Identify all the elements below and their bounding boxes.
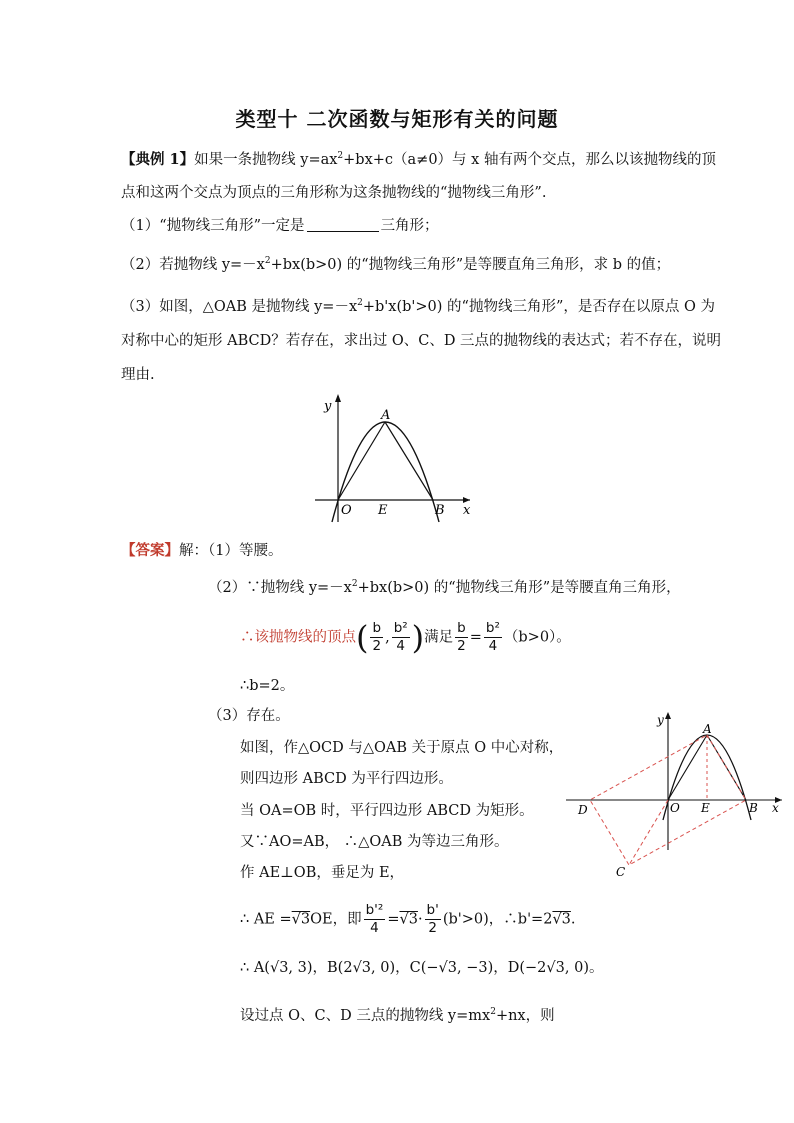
- question-3-line-2: 对称中心的矩形 ABCD？若存在，求出过 O、C、D 三点的抛物线的表达式；若不存在，说明: [121, 333, 722, 349]
- answer-3-head: （3）存在。: [208, 708, 290, 724]
- question-3-line-3: 理由.: [121, 367, 155, 383]
- answer-3-line-2: 则四边形 ABCD 为平行四边形。: [240, 771, 453, 787]
- answer-3-line-6: ∴ AE =√3OE，即 $\frac{\text{b'²}}{4}$ =√3· $\frac{b'}{2}$ (b'>0)，∴b'=2√3.: [240, 902, 576, 936]
- q3-text-b: +b'x(b'>0) 的“抛物线三角形”，是否存在以原点 O 为: [362, 299, 715, 315]
- answer-3-line-1: 如图，作△OCD 与△OAB 关于原点 O 中心对称，: [240, 740, 564, 756]
- a2-text-b: +bx(b>0) 的“抛物线三角形”是等腰直角三角形，: [357, 580, 681, 596]
- answer-3-line-7: ∴ A(√3, 3)，B(2√3, 0)，C(−√3, −3)，D(−2√3, 0)。: [240, 960, 604, 976]
- answer-blank: [307, 217, 379, 232]
- problem-label: 【典例 1】: [121, 151, 195, 168]
- q1-text-a: （1）“抛物线三角形”一定是: [121, 218, 305, 234]
- question-3: （3）如图，△OAB 是抛物线 $y=-x^2+b'x(b'>0)$ 的“抛物线三角形”，是否存在以原点 O 为: [121, 298, 715, 315]
- label-d: D: [578, 803, 588, 817]
- label-x: x: [772, 801, 779, 815]
- answer-3-line-4: 又∵AO=AB， ∴△OAB 为等边三角形。: [240, 834, 509, 850]
- label-o: O: [341, 503, 352, 518]
- label-a: A: [381, 408, 391, 423]
- answer-2-line-1: （2）∵抛物线 $y=-x^2+bx(b>0)$ 的“抛物线三角形”是等腰直角三角形，: [208, 579, 681, 596]
- label-a: A: [703, 722, 712, 736]
- a2-satisfy: 满足: [424, 629, 454, 646]
- answer-3-line-3: 当 OA=OB 时，平行四边形 ABCD 为矩形。: [240, 803, 534, 819]
- q3-text-a: （3）如图，△OAB 是抛物线 y=－x: [121, 299, 358, 315]
- answer-2-vertex: ∴该抛物线的顶点( $\frac{b}{2}$ , $\frac{\text{b²}}{4}$ )满足 $\frac{b}{2}$ = $\frac{\text{b²}}{4}$ （b>0）。: [240, 618, 571, 657]
- question-1: [121, 216, 439, 236]
- label-y: y: [657, 713, 664, 727]
- segment-oc: [629, 800, 668, 865]
- q2-text-b: +bx(b>0) 的“抛物线三角形”是等腰直角三角形，求 b 的值；: [270, 257, 671, 273]
- frac-b-2-b: $\frac{b}{2}$: [457, 620, 466, 654]
- answer-3-line-5: 作 AE⊥OB，垂足为 E，: [240, 865, 405, 881]
- label-x: x: [463, 503, 471, 518]
- q2-text-a: （2）若抛物线 y=－x: [121, 257, 265, 273]
- a2-text-a: （2）∵抛物线 y=－x: [208, 580, 352, 596]
- parabola-figure-1: [310, 390, 485, 525]
- q1-text-b: 三角形；: [380, 218, 439, 234]
- answer-line-1: [121, 541, 282, 561]
- label-e: E: [378, 503, 388, 518]
- problem-intro-a: 如果一条抛物线 y=ax: [194, 152, 338, 168]
- segment-oa: [668, 735, 707, 800]
- label-c: C: [616, 865, 626, 879]
- answer-3-line-8: 设过点 O、C、D 三点的抛物线 $y=mx^2+nx$，则: [240, 1007, 555, 1024]
- segment-oa: [338, 422, 385, 500]
- question-2: （2）若抛物线 $y=-x^2+bx(b>0)$ 的“抛物线三角形”是等腰直角三角形，求 b 的值；: [121, 256, 671, 273]
- label-b: B: [749, 801, 758, 815]
- label-b: B: [435, 503, 445, 518]
- problem-line-2: 点和这两个交点为顶点的三角形称为这条抛物线的“抛物线三角形”.: [121, 185, 547, 201]
- segment-ab: [385, 422, 433, 500]
- label-y: y: [324, 399, 332, 414]
- answer-2-result: ∴b=2。: [240, 678, 295, 694]
- label-o: O: [670, 801, 680, 815]
- answer-intro: 解：（1）等腰。: [179, 543, 283, 559]
- parabola-figure-2: [562, 708, 787, 880]
- label-e: E: [701, 801, 710, 815]
- frac-b-2: $\frac{b}{2}$: [372, 620, 382, 654]
- frac-b2-4: $\frac{\text{b²}}{4}$: [393, 620, 408, 654]
- answer-label: 【答案】: [121, 542, 179, 559]
- y-axis-arrow: [665, 712, 671, 719]
- problem-line-1: 【典例 1】如果一条抛物线 $y=ax^2+bx+c(a\ne 0)$与 x 轴有两个交点，那么以该抛物线的顶: [121, 151, 716, 168]
- a2-vertex-prefix: ∴该抛物线的顶点: [240, 629, 356, 646]
- problem-intro-b: +bx+c（a≠0）与 x 轴有两个交点，那么以该抛物线的顶: [343, 152, 716, 168]
- frac-b2-4-b: $\frac{\text{b²}}{4}$: [485, 620, 500, 654]
- page-title: 类型十 二次函数与矩形有关的问题: [235, 107, 559, 131]
- y-axis-arrow: [335, 394, 341, 402]
- a2-condition: （b>0）。: [503, 629, 571, 646]
